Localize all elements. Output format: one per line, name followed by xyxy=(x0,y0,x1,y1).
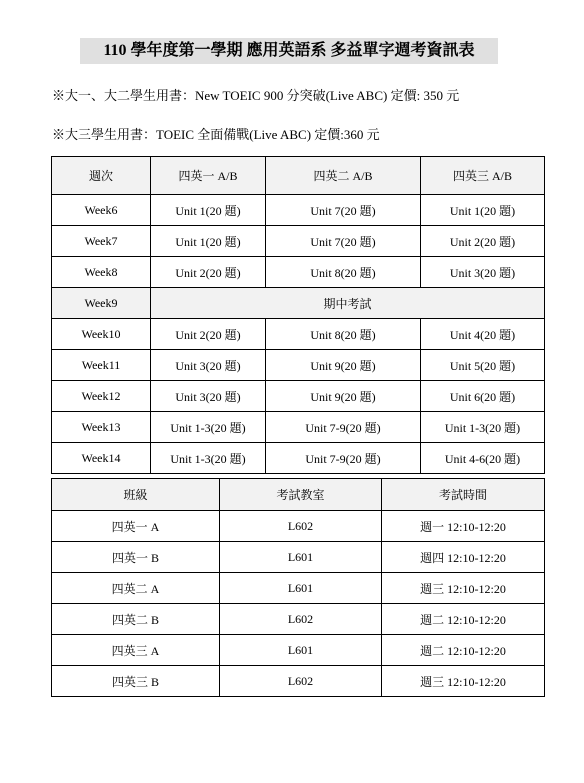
unit-cell: Unit 8(20 題) xyxy=(266,257,421,288)
unit-cell: Unit 5(20 題) xyxy=(421,350,545,381)
class-cell: 四英一 B xyxy=(52,542,220,573)
unit-cell: Unit 3(20 題) xyxy=(151,350,266,381)
table-row xyxy=(52,604,545,635)
table-row xyxy=(52,226,545,257)
table-row xyxy=(52,573,545,604)
table-row xyxy=(52,443,545,474)
class-cell: 四英一 A xyxy=(52,511,220,542)
unit-cell: Unit 7-9(20 題) xyxy=(266,412,421,443)
week-cell: Week11 xyxy=(52,350,151,381)
week-cell: Week12 xyxy=(52,381,151,412)
table-row xyxy=(52,542,545,573)
week-cell: Week9 xyxy=(52,288,151,319)
header-class-year1: 四英一 A/B xyxy=(151,157,266,195)
time-cell: 週三 12:10-12:20 xyxy=(382,573,545,604)
unit-cell: Unit 3(20 題) xyxy=(151,381,266,412)
table-row xyxy=(52,195,545,226)
unit-cell: Unit 8(20 題) xyxy=(266,319,421,350)
week-cell: Week8 xyxy=(52,257,151,288)
table-row xyxy=(52,666,545,697)
table-row xyxy=(52,412,545,443)
header-class-year3: 四英三 A/B xyxy=(421,157,545,195)
class-cell: 四英三 A xyxy=(52,635,220,666)
table-row xyxy=(52,511,545,542)
textbook-note-year1-2: ※大一、大二學生用書：New TOEIC 900 分突破(Live ABC) 定價: 350 元 xyxy=(52,88,460,103)
header-classroom: 考試教室 xyxy=(220,479,382,511)
header-class-year2: 四英二 A/B xyxy=(266,157,421,195)
table-row xyxy=(52,257,545,288)
time-cell: 週四 12:10-12:20 xyxy=(382,542,545,573)
unit-cell: Unit 1-3(20 題) xyxy=(151,443,266,474)
room-cell: L602 xyxy=(220,604,382,635)
week-cell: Week7 xyxy=(52,226,151,257)
unit-cell: Unit 2(20 題) xyxy=(421,226,545,257)
table-row xyxy=(52,635,545,666)
weekly-quiz-schedule-table xyxy=(51,156,545,474)
room-cell: L601 xyxy=(220,573,382,604)
unit-cell: Unit 4-6(20 題) xyxy=(421,443,545,474)
unit-cell: Unit 7(20 題) xyxy=(266,195,421,226)
time-cell: 週二 12:10-12:20 xyxy=(382,604,545,635)
midterm-exam-label: 期中考試 xyxy=(151,288,545,319)
time-cell: 週三 12:10-12:20 xyxy=(382,666,545,697)
week-cell: Week6 xyxy=(52,195,151,226)
table-row xyxy=(52,381,545,412)
unit-cell: Unit 9(20 題) xyxy=(266,350,421,381)
room-cell: L602 xyxy=(220,666,382,697)
room-header-row xyxy=(52,479,545,511)
class-cell: 四英三 B xyxy=(52,666,220,697)
table-row xyxy=(52,350,545,381)
week-cell: Week10 xyxy=(52,319,151,350)
midterm-row xyxy=(52,288,545,319)
week-cell: Week13 xyxy=(52,412,151,443)
textbook-note-year3: ※大三學生用書：TOEIC 全面備戰(Live ABC) 定價:360 元 xyxy=(52,127,380,142)
class-cell: 四英二 A xyxy=(52,573,220,604)
class-cell: 四英二 B xyxy=(52,604,220,635)
room-cell: L602 xyxy=(220,511,382,542)
unit-cell: Unit 7-9(20 題) xyxy=(266,443,421,474)
header-class: 班級 xyxy=(52,479,220,511)
unit-cell: Unit 6(20 題) xyxy=(421,381,545,412)
room-cell: L601 xyxy=(220,635,382,666)
unit-cell: Unit 3(20 題) xyxy=(421,257,545,288)
time-cell: 週二 12:10-12:20 xyxy=(382,635,545,666)
unit-cell: Unit 7(20 題) xyxy=(266,226,421,257)
header-exam-time: 考試時間 xyxy=(382,479,545,511)
table-row xyxy=(52,319,545,350)
unit-cell: Unit 1-3(20 題) xyxy=(151,412,266,443)
week-cell: Week14 xyxy=(52,443,151,474)
room-cell: L601 xyxy=(220,542,382,573)
header-week: 週次 xyxy=(52,157,151,195)
unit-cell: Unit 9(20 題) xyxy=(266,381,421,412)
unit-cell: Unit 1(20 題) xyxy=(151,195,266,226)
schedule-header-row xyxy=(52,157,545,195)
unit-cell: Unit 2(20 題) xyxy=(151,257,266,288)
unit-cell: Unit 4(20 題) xyxy=(421,319,545,350)
unit-cell: Unit 1(20 題) xyxy=(151,226,266,257)
unit-cell: Unit 2(20 題) xyxy=(151,319,266,350)
document-title: 110 學年度第一學期 應用英語系 多益單字週考資訊表 xyxy=(80,38,498,64)
unit-cell: Unit 1(20 題) xyxy=(421,195,545,226)
time-cell: 週一 12:10-12:20 xyxy=(382,511,545,542)
exam-room-table xyxy=(51,478,545,697)
unit-cell: Unit 1-3(20 題) xyxy=(421,412,545,443)
